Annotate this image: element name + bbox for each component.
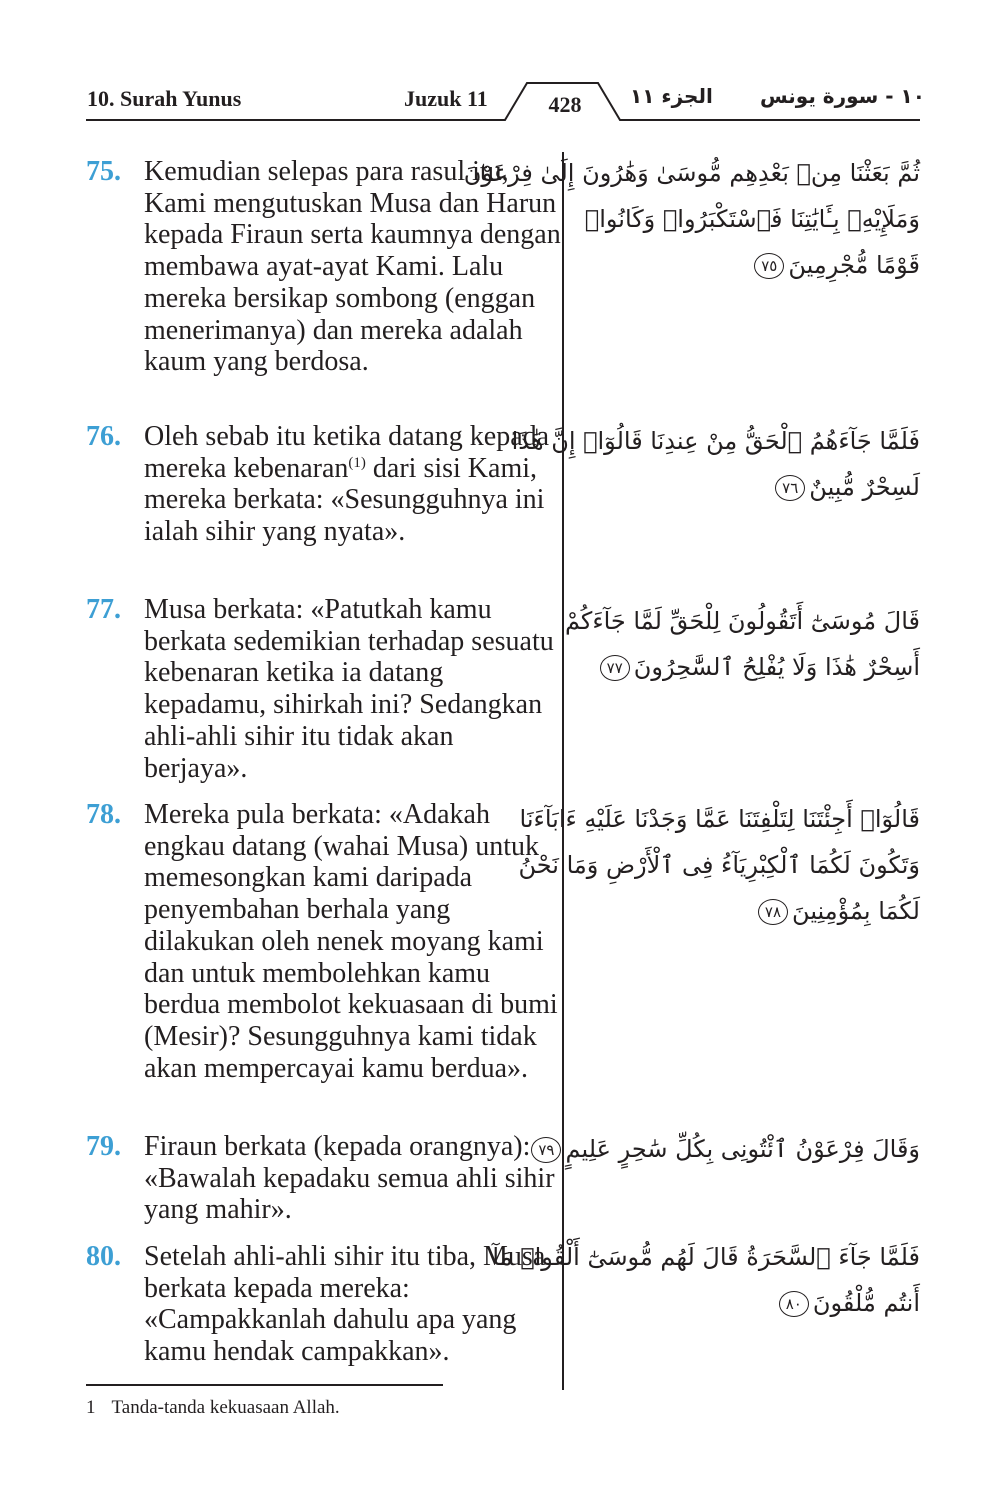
- header-rule: [0, 0, 1000, 140]
- header-juz-arabic: الجزء ١١: [630, 84, 713, 108]
- verse-number: 75.: [86, 156, 121, 187]
- ayah-end-marker: ٨٠: [779, 1291, 809, 1317]
- page-number: 428: [548, 92, 582, 117]
- arabic-line: أَسِحْرٌ هَٰذَا وَلَا يُفْلِحُ ٱلسَّٰحِرُونَ: [633, 653, 920, 681]
- arabic-line: قَالَ مُوسَىٰٓ أَتَقُولُونَ لِلْحَقِّ لَمَّا جَآءَكُمْ: [564, 607, 920, 635]
- footnote-rule: [86, 1384, 443, 1386]
- arabic-line: فَلَمَّا جَآءَهُمُ ٱلْحَقُّ مِنْ عِندِنَا قَالُوٓا۟ إِنَّ هَٰذَا: [511, 427, 920, 455]
- arabic-line: وَتَكُونَ لَكُمَا ٱلْكِبْرِيَآءُ فِى ٱلْأَرْضِ وَمَا نَحْنُ: [518, 851, 920, 879]
- footnote-text: Tanda-tanda kekuasaan Allah.: [111, 1397, 340, 1418]
- header-juzuk: Juzuk 11: [404, 86, 488, 111]
- ayah-end-marker: ٧٧: [600, 655, 630, 681]
- arabic-verse-80: [492, 1234, 920, 1326]
- header-surah-title: 10. Surah Yunus: [87, 86, 242, 111]
- verse-text: Firaun berkata (kepada orangnya): «Bawalah kepadaku semua ahli sihir yang mahir».: [144, 1131, 555, 1226]
- column-divider: [562, 152, 564, 1390]
- arabic-line: ثُمَّ بَعَثْنَا مِنۢ بَعْدِهِم مُّوسَىٰ وَهَٰرُونَ إِلَىٰ فِرْعَوْنَ: [463, 159, 920, 187]
- verse-number: 77.: [86, 594, 121, 625]
- arabic-line: أَنتُم مُّلْقُونَ: [812, 1289, 920, 1317]
- verse-text: Oleh sebab itu ketika datang kepada mereka kebenaran$^{(1)}$ dari sisi Kami, mereka berkata: «Sesungguhnya ini ialah sihir yang nyata».: [144, 421, 550, 548]
- arabic-line: قَوْمًا مُّجْرِمِينَ: [788, 251, 920, 279]
- arabic-line: فَلَمَّا جَآءَ ٱلسَّحَرَةُ قَالَ لَهُم مُّوسَىٰٓ أَلْقُوا۟ مَآ: [492, 1243, 920, 1271]
- verse-78: [86, 799, 562, 1084]
- ayah-end-marker: ٧٦: [775, 475, 805, 501]
- arabic-line: قَالُوٓا۟ أَجِئْتَنَا لِتَلْفِتَنَا عَمَّا وَجَدْنَا عَلَيْهِ ءَابَآءَنَا: [519, 805, 920, 833]
- verse-text: Mereka pula berkata: «Adakah engkau datang (wahai Musa) untuk memesongkan kami daripada penyembahan berhala yang dilakukan oleh nenek moyang kami dan untuk membolehkan kamu berdua membolot kekuasaan di bumi (Mesir)? Sesungguhnya kami tidak akan mempercayai kamu berdua».: [144, 799, 558, 1084]
- ayah-end-marker: ٧٩: [531, 1137, 561, 1163]
- verse-number: 76.: [86, 421, 121, 452]
- header-surah-arabic: ١٠ - سورة يونس: [760, 84, 925, 108]
- arabic-line: وَمَلَإِيْهِۦ بِـَٔايَٰتِنَا فَٱسْتَكْبَرُوا۟ وَكَانُوا۟: [584, 205, 920, 233]
- arabic-line: لَكُمَا بِمُؤْمِنِينَ: [792, 897, 920, 925]
- verse-text: Setelah ahli-ahli sihir itu tiba, Musa berkata kepada mereka: «Campakkanlah dahulu apa yang kamu hendak campakkan».: [144, 1241, 546, 1368]
- verse-number: 78.: [86, 799, 121, 830]
- verse-text: Kemudian selepas para rasul itu, Kami mengutuskan Musa dan Harun kepada Firaun serta kaumnya dengan membawa ayat-ayat Kami. Lalu mereka bersikap sombong (enggan menerimanya) dan mereka adalah kaum yang berdosa.: [144, 156, 561, 378]
- arabic-verse-79: [538, 1126, 920, 1172]
- arabic-line: وَقَالَ فِرْعَوْنُ ٱئْتُونِى بِكُلِّ سَٰحِرٍ عَلِيمٍ: [565, 1135, 920, 1163]
- arabic-verse-77: [564, 598, 920, 690]
- verse-77: [86, 594, 562, 784]
- verse-number: 79.: [86, 1131, 121, 1162]
- arabic-verse-76: [511, 418, 920, 510]
- verse-text: Musa berkata: «Patutkah kamu berkata sedemikian terhadap sesuatu kebenaran ketika ia datang kepadamu, sihirkah ini? Sedangkan ahli-ahli sihir itu tidak akan berjaya».: [144, 594, 554, 784]
- arabic-verse-78: [518, 796, 920, 934]
- ayah-end-marker: ٧٨: [758, 899, 788, 925]
- footnote-number: 1: [86, 1397, 96, 1418]
- arabic-line: لَسِحْرٌ مُّبِينٌ: [809, 473, 920, 501]
- verse-number: 80.: [86, 1241, 121, 1272]
- ayah-end-marker: ٧٥: [754, 253, 784, 279]
- footnote-ref: (1): [348, 454, 366, 471]
- verse-76: [86, 421, 562, 548]
- footnote: [86, 1397, 340, 1419]
- verse-80: [86, 1241, 562, 1368]
- arabic-verse-75: [463, 150, 920, 288]
- verse-79: [86, 1131, 562, 1226]
